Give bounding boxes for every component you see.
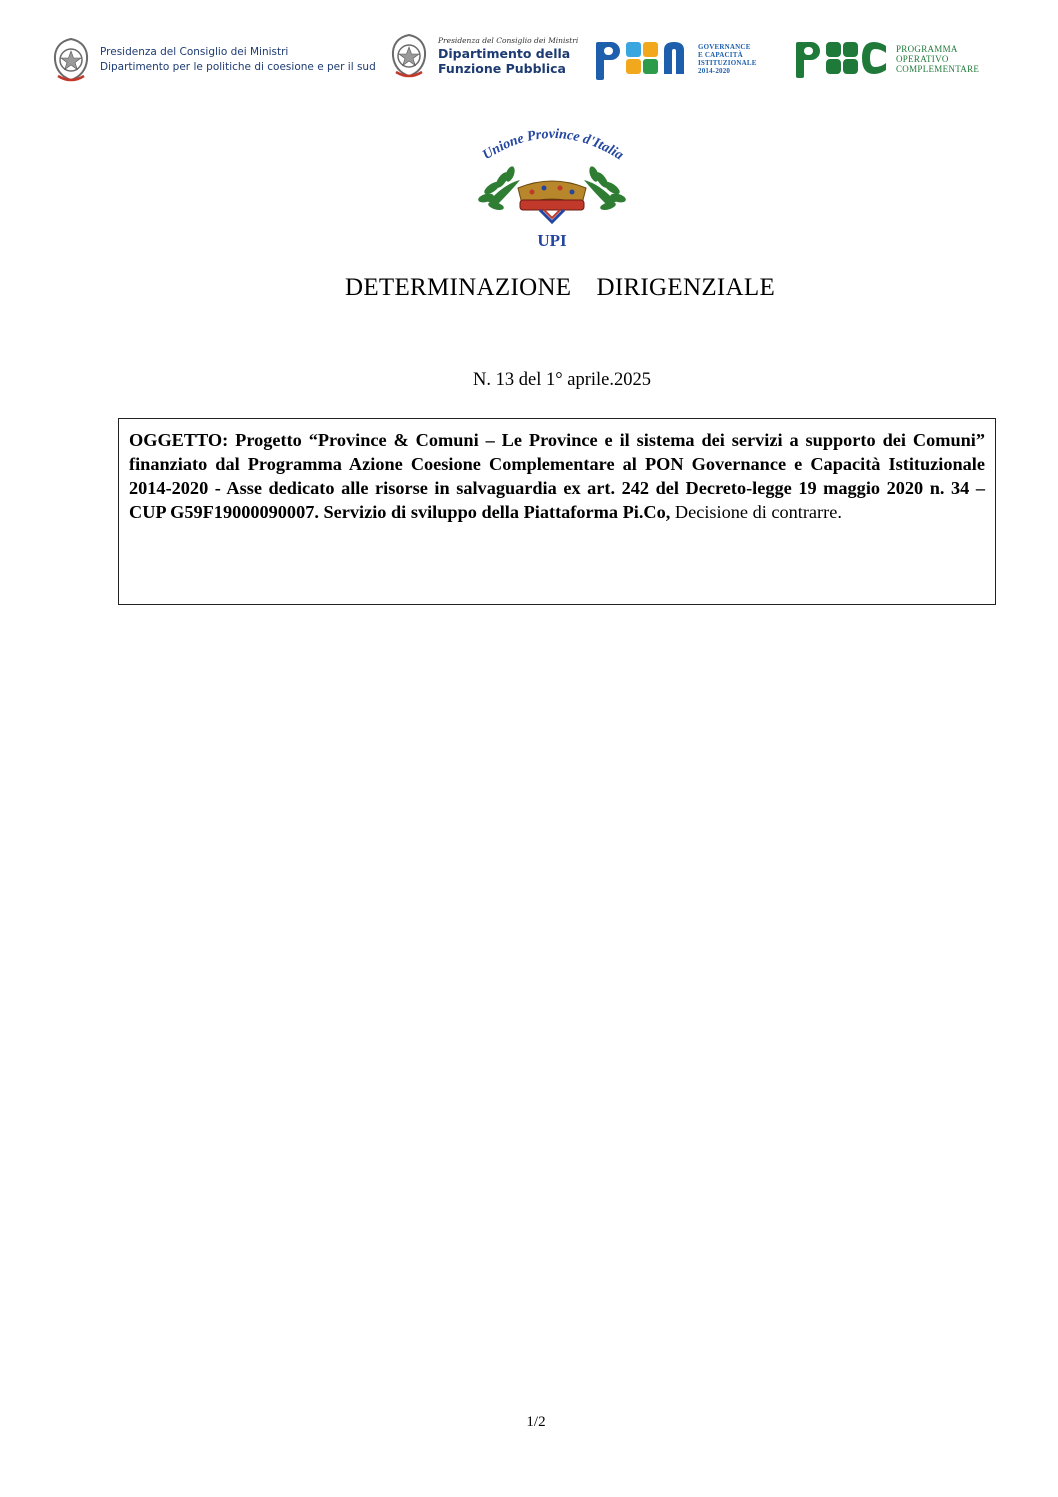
subject-box — [118, 418, 996, 605]
poc-sub1: PROGRAMMA — [896, 44, 958, 54]
poc-mark-icon — [796, 38, 888, 80]
pcm-text — [100, 45, 376, 75]
document-number: N. 13 del 1° aprile.2025 — [473, 370, 651, 390]
pcm-coesione-logo — [50, 36, 376, 84]
upi-arc-path-text: Unione Province d'Italia — [480, 126, 626, 164]
pcm-line1: Presidenza del Consiglio dei Ministri — [100, 46, 289, 58]
subject-label: OGGETTO: — [129, 430, 229, 450]
document-title: DETERMINAZIONE DIRIGENZIALE — [344, 274, 776, 301]
page-number: 1/2 — [526, 1414, 546, 1430]
dfp-text — [438, 36, 578, 76]
laurel-branch-left-icon — [477, 165, 520, 211]
header-logos — [0, 0, 1058, 100]
upi-arc-text — [480, 127, 626, 163]
poc-sub2: OPERATIVO — [896, 54, 949, 64]
pcm-line2: Dipartimento per le politiche di coesione e per il sud — [100, 61, 376, 73]
laurel-branch-right-icon — [584, 165, 627, 211]
italian-emblem-icon — [388, 32, 430, 80]
poc-logo — [796, 38, 979, 80]
poc-sub3: COMPLEMENTARE — [896, 64, 980, 74]
dfp-line2: Funzione Pubblica — [438, 61, 566, 76]
pon-subtitle — [698, 43, 757, 75]
crown-icon — [518, 181, 586, 222]
dfp-small-line: Presidenza del Consiglio dei Ministri — [438, 36, 579, 45]
upi-logo — [474, 122, 630, 252]
pon-sub1: GOVERNANCE — [698, 43, 751, 51]
pon-sub4: 2014-2020 — [698, 67, 731, 75]
italian-emblem-icon — [50, 36, 92, 84]
poc-subtitle — [896, 44, 979, 74]
dfp-line1: Dipartimento della — [438, 46, 571, 61]
pon-mark-icon — [596, 38, 690, 80]
pon-sub3: ISTITUZIONALE — [698, 59, 757, 67]
pon-governance-logo — [596, 38, 757, 80]
subject-rest-text: Decisione di contrarre. — [670, 502, 842, 522]
subject-bold-text: Progetto “Province & Comuni – Le Province e il sistema dei servizi a supporto dei Comuni” finanziato dal Programma Azione Coesione Complementare al PON Governance e Capacità Istituzionale 2014-2020 - Asse dedicato alle risorse in salvaguardia ex art. 242 del Decreto-legge 19 maggio 2020 n. 34 – CUP G59F19000090007. Servizio di sviluppo della Piattaforma Pi.Co, — [129, 430, 985, 522]
pon-wordmark — [596, 38, 757, 80]
upi-acronym: UPI — [537, 231, 567, 250]
subject-text — [129, 428, 985, 524]
funzione-pubblica-logo — [388, 32, 578, 80]
pon-sub2: E CAPACITÀ — [698, 51, 743, 59]
